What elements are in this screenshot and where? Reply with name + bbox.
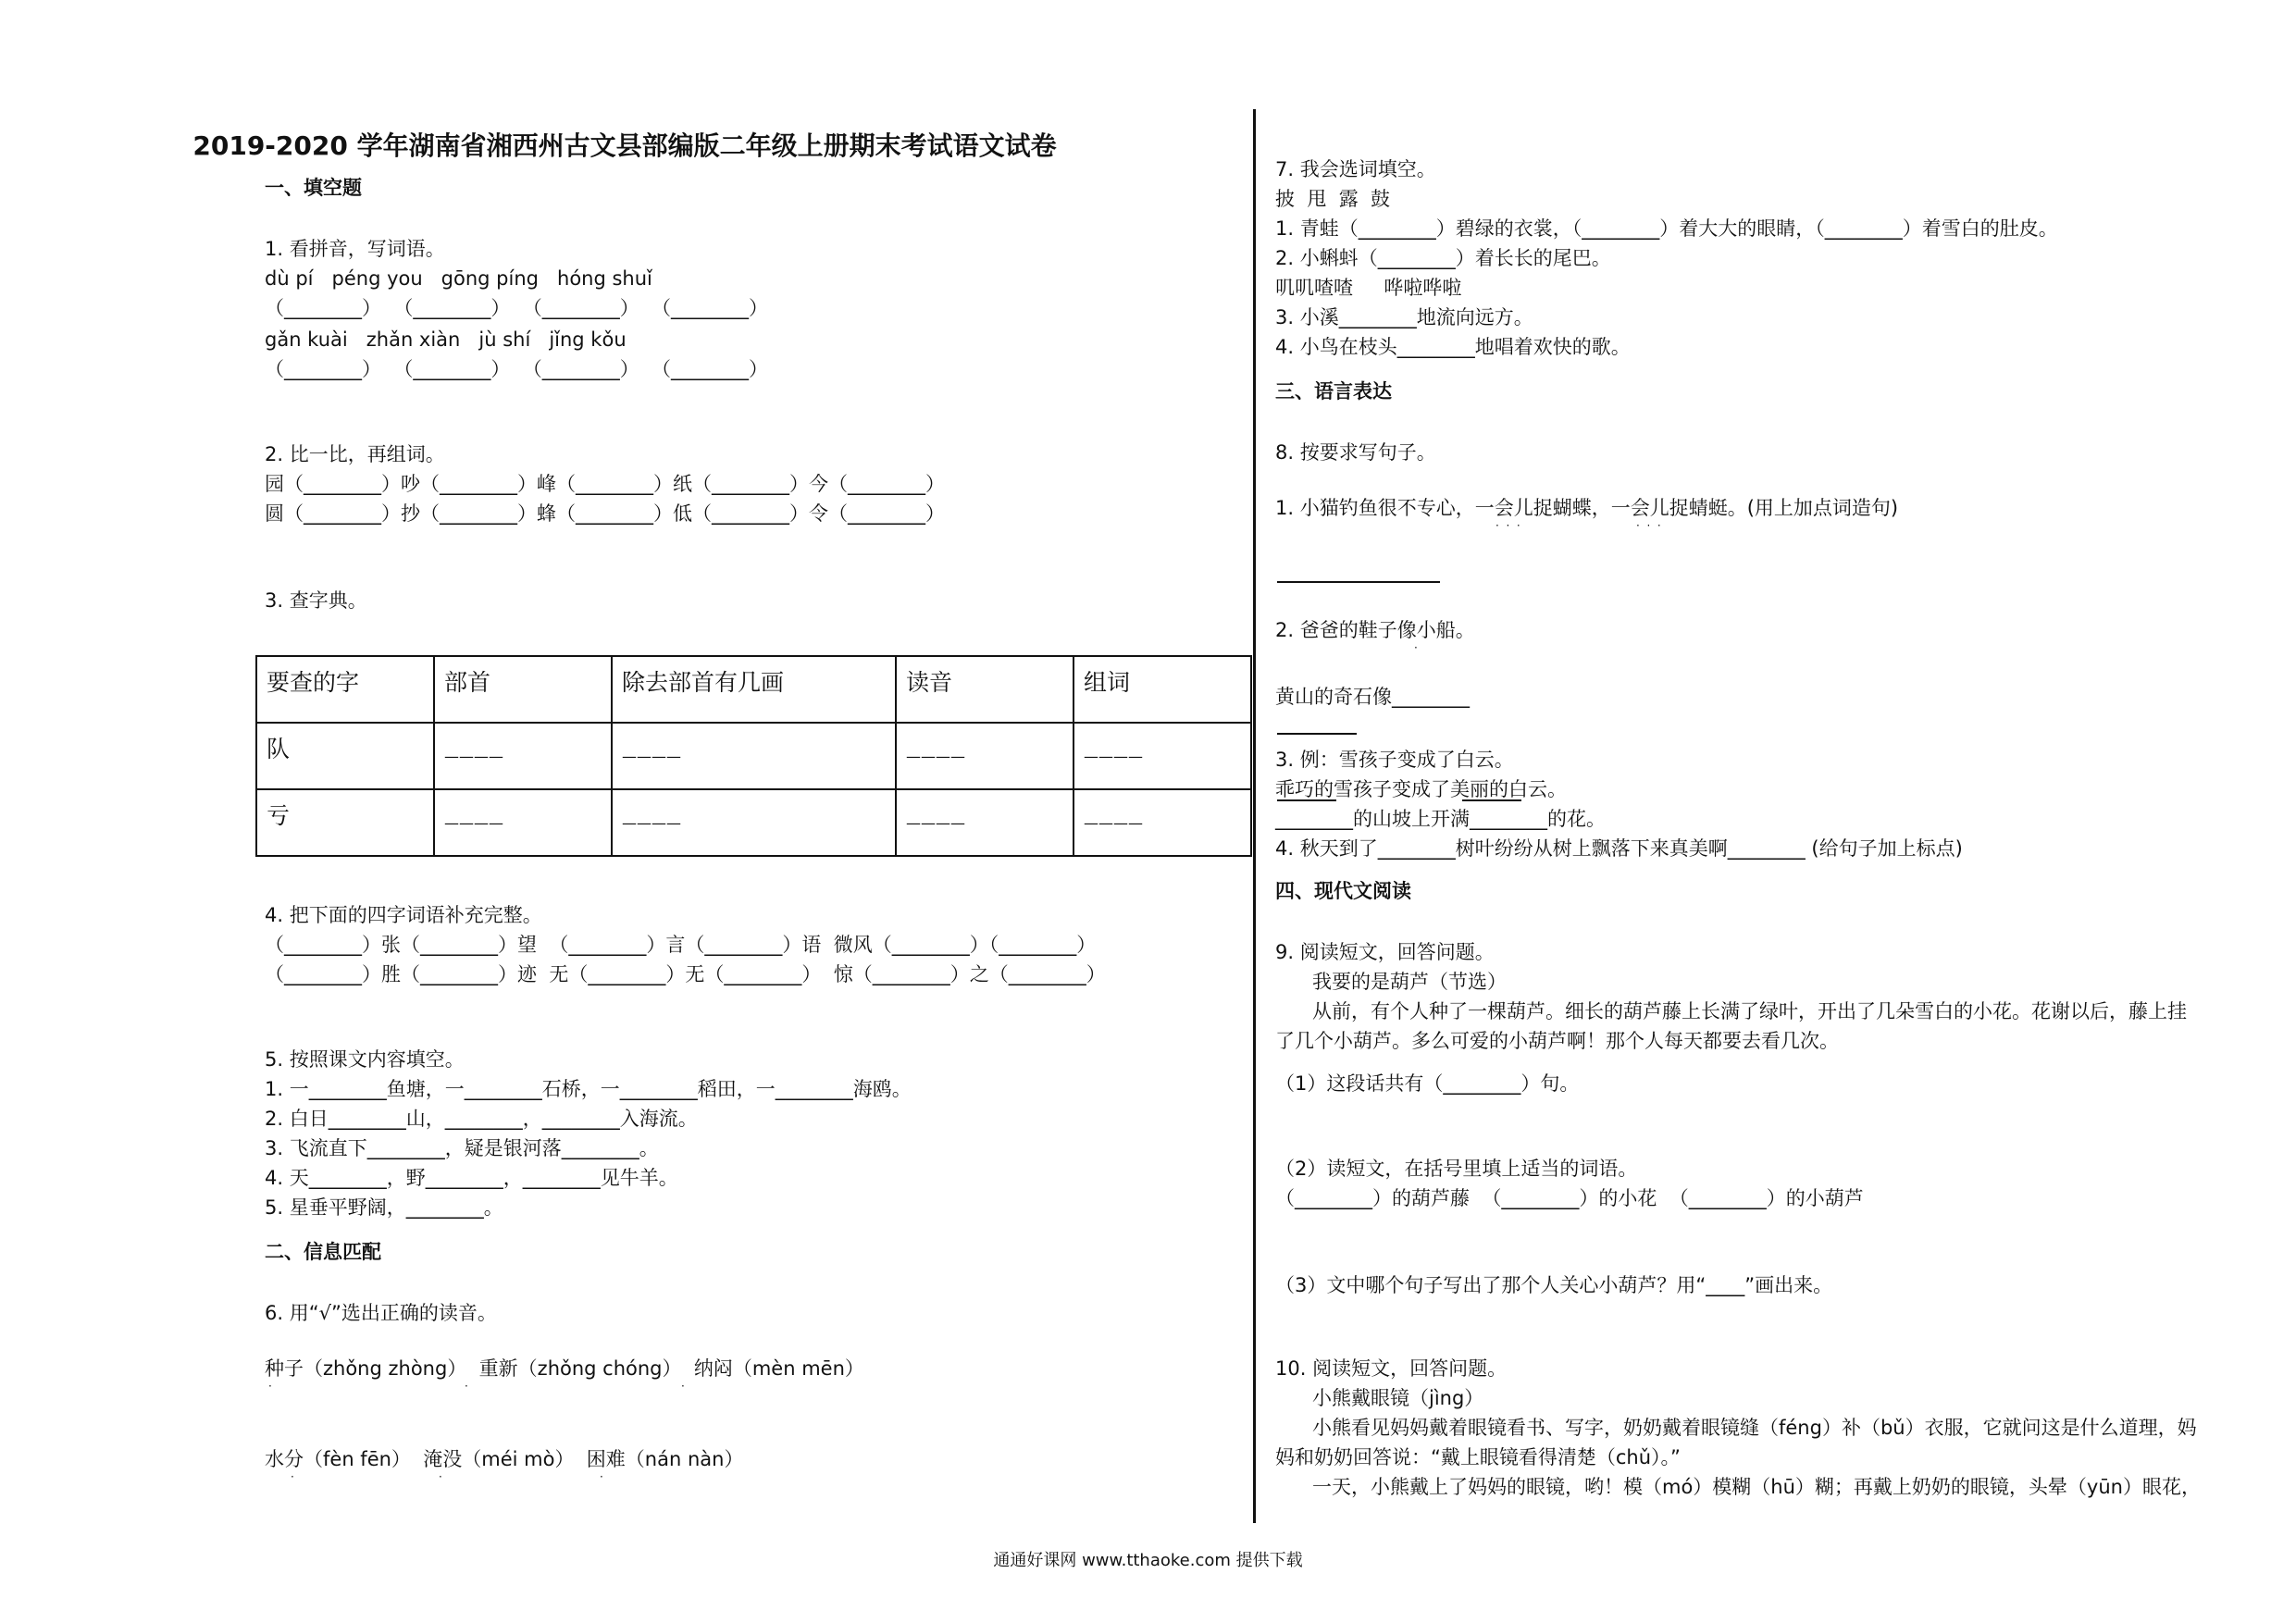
q7-word-bank-2: 叽叽喳喳 哗啦哗啦 — [1275, 277, 1462, 299]
q1-blanks-row2: （________） （________） （________） （________） — [265, 358, 769, 380]
q10-passage-line2: 妈和奶奶回答说：“戴上眼镜看得清楚（chǔ）。” — [1275, 1446, 1681, 1468]
q9-passage-line1: 从前，有个人种了一棵葫芦。细长的葫芦藤上长满了绿叶，开出了几朵雪白的小花。花谢以后，藤上挂 — [1312, 1000, 2187, 1022]
q5-line5: 5. 星垂平野阔，________。 — [265, 1196, 503, 1219]
q7-line2: 2. 小蝌蚪（________）着长长的尾巴。 — [1275, 247, 1611, 269]
q9-passage-title: 我要的是葫芦（节选） — [1312, 971, 1507, 993]
q9-question1: （1）这段话共有（________）句。 — [1275, 1072, 1580, 1095]
q8-line4: 4. 秋天到了________树叶纷纷从树上飘落下来真美啊________ (给句子加上标点) — [1275, 837, 1963, 860]
q5-line1: 1. 一________鱼塘，一________石桥，一________稻田，一________海鸥。 — [265, 1078, 912, 1100]
q8-line1: 1. 小猫钓鱼很不专心，一会儿捉蝴蝶，一会儿捉蜻蜓。(用上加点词造句) — [1275, 497, 1899, 519]
q1-blanks-row1: （________） （________） （________） （________） — [265, 297, 769, 319]
table-cell: ———— — [434, 723, 612, 789]
q7-line1: 1. 青蛙（________）碧绿的衣裳，（________）着大大的眼睛，（________）着雪白的肚皮。 — [1275, 217, 2058, 240]
table-header-cell: 要查的字 — [256, 656, 434, 723]
q8-line2: 2. 爸爸的鞋子像小船。 — [1275, 619, 1475, 641]
emphasis-dot: · — [268, 1380, 272, 1393]
page-title: 2019-2020 学年湖南省湘西州古文县部编版二年级上册期末考试语文试卷 — [192, 130, 1057, 161]
q9-prompt: 9. 阅读短文，回答问题。 — [1275, 941, 1495, 963]
table-cell: ———— — [612, 789, 896, 856]
emphasis-dot: · — [465, 1380, 468, 1393]
q8-line3: 3. 例：雪孩子变成了白云。 — [1275, 749, 1514, 771]
q9-question3: （3）文中哪个句子写出了那个人关心小葫芦？用“____”画出来。 — [1275, 1274, 1833, 1296]
section-heading-reading: 四、现代文阅读 — [1275, 880, 1411, 902]
table-cell: 队 — [256, 723, 434, 789]
example-underline — [1277, 799, 1336, 801]
q9-question2-blanks: （________）的葫芦藤 （________）的小花 （________）的小葫芦 — [1275, 1187, 1864, 1209]
emphasis-dot: · — [1414, 641, 1418, 654]
emphasis-dot: · — [439, 1470, 442, 1483]
table-cell: ———— — [434, 789, 612, 856]
emphasis-dot: · — [291, 1470, 294, 1483]
table-header-cell: 读音 — [896, 656, 1074, 723]
table-cell: ———— — [1074, 789, 1251, 856]
q4-row2: （________）胜（________）迹 无（________）无（________） 惊（________）之（________） — [265, 963, 1106, 985]
table-header-cell: 除去部首有几画 — [612, 656, 896, 723]
q7-prompt: 7. 我会选词填空。 — [1275, 158, 1436, 180]
q5-prompt: 5. 按照课文内容填空。 — [265, 1048, 465, 1071]
answer-line — [1277, 581, 1440, 583]
emphasis-dot: · · · — [1496, 519, 1520, 532]
q5-line2: 2. 白日________山，________，________入海流。 — [265, 1108, 698, 1130]
q2-row2: 圆（________）抄（________）蜂（________）低（________）令（________） — [265, 502, 945, 525]
q6-line1: 种子（zhǒng zhòng） 重新（zhǒng chóng） 纳闷（mèn mēn） — [265, 1357, 864, 1380]
section-heading-matching: 二、信息匹配 — [265, 1241, 381, 1263]
q2-row1: 园（________）吵（________）峰（________）纸（________）今（________） — [265, 473, 945, 495]
q10-passage-title: 小熊戴眼镜（jìng） — [1312, 1387, 1484, 1409]
q7-line3: 3. 小溪________地流向远方。 — [1275, 306, 1533, 328]
q8-line3-answer: ________的山坡上开满________的花。 — [1275, 808, 1606, 830]
q8-line3-example: 乖巧的雪孩子变成了美丽的白云。 — [1275, 778, 1567, 800]
q6-prompt: 6. 用“√”选出正确的读音。 — [265, 1302, 497, 1324]
dictionary-table — [255, 655, 1252, 857]
emphasis-dot: · · · — [1636, 519, 1661, 532]
q1-pinyin-row1: dù pí péng you gōng píng hóng shuǐ — [265, 267, 652, 290]
q1-pinyin-row2: gǎn kuài zhǎn xiàn jù shí jǐng kǒu — [265, 328, 627, 351]
emphasis-dot: · — [600, 1470, 603, 1483]
q3-prompt: 3. 查字典。 — [265, 589, 367, 612]
table-header-cell: 组词 — [1074, 656, 1251, 723]
section-heading-expression: 三、语言表达 — [1275, 380, 1392, 403]
q7-word-bank-1: 披 甩 露 鼓 — [1275, 188, 1391, 210]
q9-passage-line2: 了几个小葫芦。多么可爱的小葫芦啊！那个人每天都要去看几次。 — [1275, 1030, 1839, 1052]
page-footer: 通通好课网 www.tthaoke.com 提供下载 — [993, 1551, 1303, 1570]
q4-row1: （________）张（________）望 （________）言（________）语 微风（________）（________） — [265, 934, 1097, 956]
table-row — [256, 789, 1251, 856]
table-cell: ———— — [896, 789, 1074, 856]
q10-prompt: 10. 阅读短文，回答问题。 — [1275, 1357, 1508, 1380]
q5-line4: 4. 天________，野________，________见牛羊。 — [265, 1167, 678, 1189]
emphasis-dot: · — [681, 1380, 685, 1393]
q1-prompt: 1. 看拼音，写词语。 — [265, 238, 445, 260]
q10-passage-line1: 小熊看见妈妈戴着眼镜看书、写字，奶奶戴着眼镜缝（féng）补（bǔ）衣服，它就问这是什么道理，妈 — [1312, 1417, 2197, 1439]
column-divider — [1253, 109, 1256, 1523]
table-cell: ———— — [1074, 723, 1251, 789]
q10-passage-line3: 一天，小熊戴上了妈妈的眼镜，哟！模（mó）模糊（hū）糊；再戴上奶奶的眼镜，头晕（yūn）眼花， — [1312, 1476, 2201, 1498]
table-header-cell: 部首 — [434, 656, 612, 723]
q2-prompt: 2. 比一比，再组词。 — [265, 443, 445, 465]
table-cell: 亏 — [256, 789, 434, 856]
q6-line2: 水分（fèn fēn） 淹没（méi mò） 困难（nán nàn） — [265, 1448, 744, 1470]
example-underline — [1462, 799, 1521, 801]
table-row — [256, 723, 1251, 789]
answer-line — [1277, 733, 1357, 735]
table-cell: ———— — [896, 723, 1074, 789]
table-header-row — [256, 656, 1251, 723]
table-cell: ———— — [612, 723, 896, 789]
q7-line4: 4. 小鸟在枝头________地唱着欢快的歌。 — [1275, 336, 1631, 358]
q8-prompt: 8. 按要求写句子。 — [1275, 441, 1436, 464]
q5-line3: 3. 飞流直下________，疑是银河落________。 — [265, 1137, 659, 1159]
section-heading-fill-blank: 一、填空题 — [265, 177, 362, 199]
q9-question2: （2）读短文，在括号里填上适当的词语。 — [1275, 1158, 1638, 1180]
q4-prompt: 4. 把下面的四字词语补充完整。 — [265, 904, 542, 926]
q8-line2-answer: 黄山的奇石像________ — [1275, 686, 1470, 708]
